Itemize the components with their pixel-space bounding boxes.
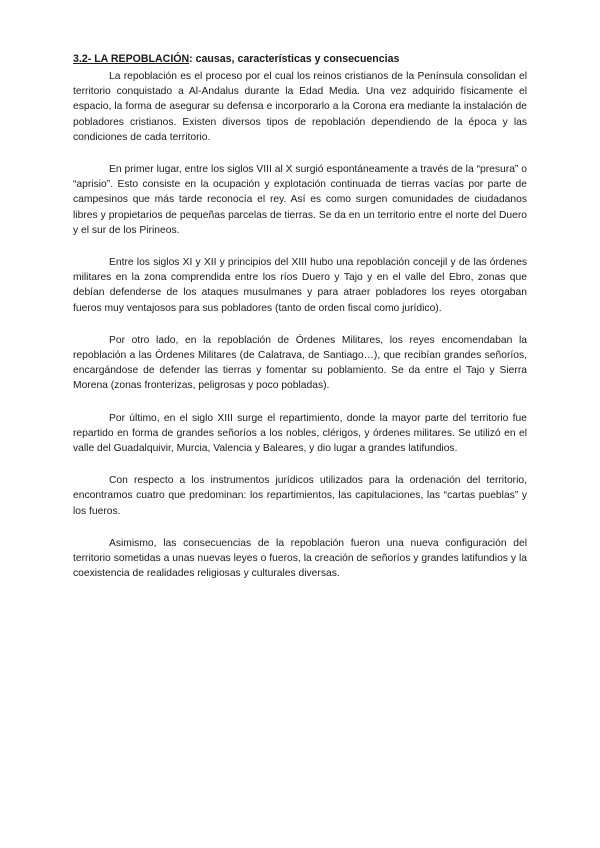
paragraph-presura: En primer lugar, entre los siglos VIII al X surgió espontáneamente a través de la “presura” o “aprisio”. Esto consiste en la ocupación y explotación continuada de tierras vacías por parte de campesinos que más tarde reconocía el rey. Así es como surgen comunidades de ciudadanos libres y propietarios de pequeñas parcelas de tierras. Se da en un territorio entre el norte del Duero y el sur de los Pirineos. [73,164,527,236]
paragraph-repartimiento: Por último, en el siglo XIII surge el repartimiento, donde la mayor parte del territorio fue repartido en forma de grandes señoríos a los nobles, clérigos, y órdenes militares. Se utilizó en el valle del Guadalquivir, Murcia, Valencia y Baleares, y dio lugar a grandes latifundios. [73,412,527,455]
paragraph-instrumentos: Con respecto a los instrumentos jurídicos utilizados para la ordenación del territorio, encontramos cuatro que predominan: los repartimientos, las capitulaciones, las “cartas pueblas” y los fueros. [73,475,527,517]
paragraph-ordenes-militares: Por otro lado, en la repoblación de Órdenes Militares, los reyes encomendaban la repoblación a las Órdenes Militares (de Calatrava, de Santiago…), que recibían grandes señoríos, encargándose de defender las tierras y fomentar su poblamiento. Se da entre el Tajo y Sierra Morena (zonas fronterizas, peligrosas y poco pobladas). [73,334,527,392]
section-subtitle: : causas, características y consecuencias [189,53,400,65]
paragraph-intro: La repoblación es el proceso por el cual los reinos cristianos de la Península consolidan el territorio conquistado a Al-Andalus durante la Edad Media. Una vez adquirido físicamente el espacio, la forma de asegurar su defensa e incorporarlo a la Corona era mediante la instalación de pobladores cristianos. Existen diversos tipos de repoblación dependiendo de la época y las condiciones de cada territorio. [73,71,527,143]
paragraph-concejil: Entre los siglos XI y XII y principios del XIII hubo una repoblación concejil y de las órdenes militares en la zona comprendida entre los ríos Duero y Tajo y en el valle del Ebro, zonas que debían defenderse de los ataques musulmanes y para atraer pobladores los reyes otorgaban fueros muy ventajosos para sus pobladores (tanto de orden fiscal como jurídico). [73,257,527,314]
document-page [73,52,527,598]
section-heading [73,52,527,66]
paragraph-consecuencias: Asimismo, las consecuencias de la repoblación fueron una nueva configuración del territorio sometidas a unas nuevas leyes o fueros, la creación de señoríos y grandes latifundios y la coexistencia de realidades religiosas y culturales diversas. [73,537,527,580]
section-number-title: 3.2- LA REPOBLACIÓN [73,53,190,65]
